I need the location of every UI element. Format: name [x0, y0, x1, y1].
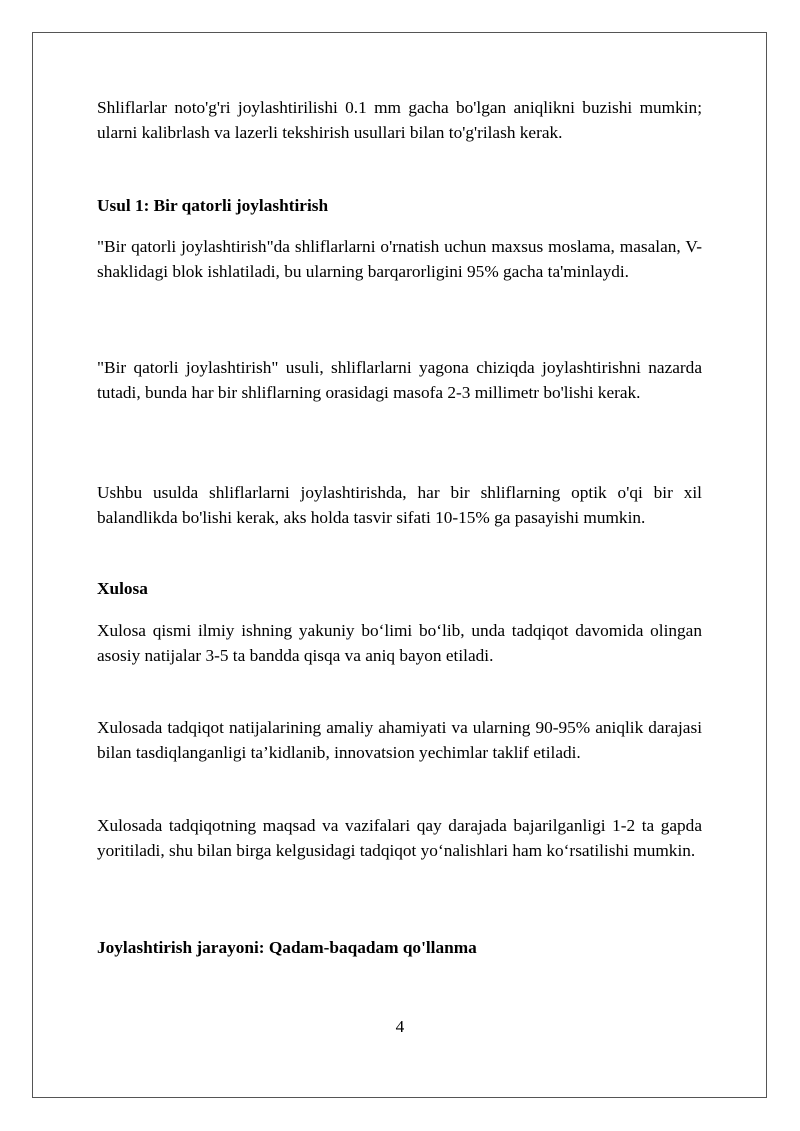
intro-paragraph: Shliflarlar noto'g'ri joylashtirilishi 0.1 mm gacha bo'lgan aniqlikni buzishi mumkin; ularni kalibrlash va lazerli tekshirish usullari bilan to'g'rilash kerak. — [97, 98, 702, 142]
method1-paragraph-2: "Bir qatorli joylashtirish" usuli, shliflarlarni yagona chiziqda joylashtirishni nazarda tutadi, bunda har bir shliflarning orasidagi masofa 2-3 millimetr bo'lishi kerak. — [97, 358, 702, 402]
method1-heading: Usul 1: Bir qatorli joylashtirish — [97, 196, 329, 215]
conclusion-paragraph-2: Xulosada tadqiqot natijalarining amaliy ahamiyati va ularning 90-95% aniqlik darajasi bilan tasdiqlanganligi ta’kidlanib, innovatsion yechimlar taklif etiladi. — [97, 718, 702, 762]
conclusion-paragraph-3: Xulosada tadqiqotning maqsad va vazifalari qay darajada bajarilganligi 1-2 ta gapda yoritiladi, shu bilan birga kelgusidagi tadqiqot yo‘nalishlari ham ko‘rsatilishi mumkin. — [97, 816, 702, 860]
conclusion-heading: Xulosa — [97, 579, 148, 598]
page-number: 4 — [395, 1017, 405, 1036]
process-heading: Joylashtirish jarayoni: Qadam-baqadam qo'llanma — [97, 938, 477, 957]
method1-paragraph-1: "Bir qatorli joylashtirish"da shliflarlarni o'rnatish uchun maxsus moslama, masalan, V-shaklidagi blok ishlatiladi, bu ularning barqarorligini 95% gacha ta'minlaydi. — [97, 237, 702, 281]
conclusion-paragraph-1: Xulosa qismi ilmiy ishning yakuniy bo‘limi bo‘lib, unda tadqiqot davomida olingan asosiy natijalar 3-5 ta bandda qisqa va aniq bayon etiladi. — [97, 621, 702, 665]
method1-paragraph-3: Ushbu usulda shliflarlarni joylashtirishda, har bir shliflarning optik o'qi bir xil balandlikda bo'lishi kerak, aks holda tasvir sifati 10-15% ga pasayishi mumkin. — [97, 483, 702, 527]
